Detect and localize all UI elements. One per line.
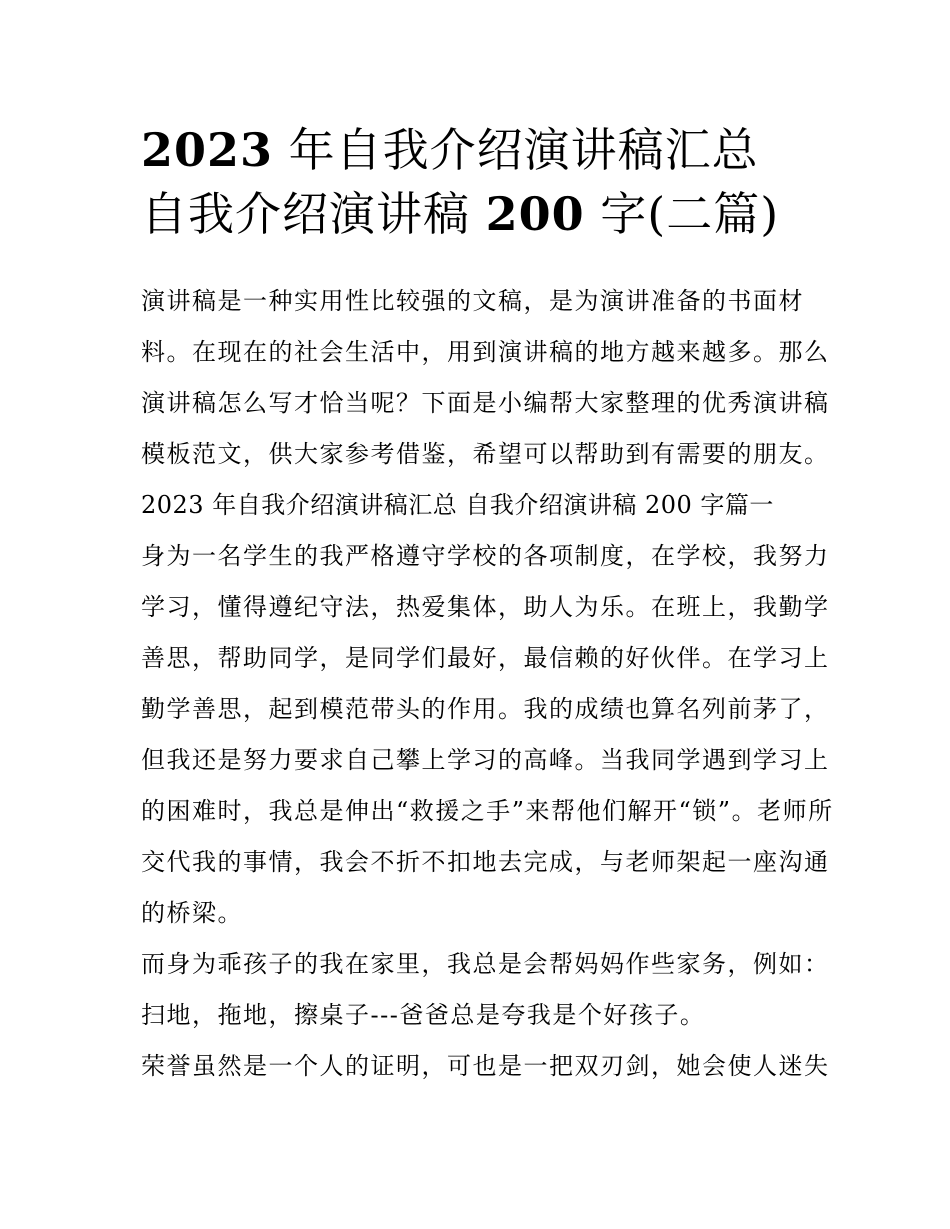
body-line: 模板范文，供大家参考借鉴，希望可以帮助到有需要的朋友。 xyxy=(141,440,830,468)
body-line: 荣誉虽然是一个人的证明，可也是一把双刃剑，她会使人迷失 xyxy=(141,1052,830,1080)
body-line: 料。在现在的社会生活中，用到演讲稿的地方越来越多。那么 xyxy=(141,338,830,366)
body-line: 而身为乖孩子的我在家里，我总是会帮妈妈作些家务，例如： xyxy=(141,950,830,978)
subtitle-text-1: 自我介绍演讲稿 xyxy=(141,187,486,241)
body-line: 身为一名学生的我严格遵守学校的各项制度，在学校，我努力 xyxy=(141,542,830,570)
body-line: 学习，懂得遵纪守法，热爱集体，助人为乐。在班上，我勤学 xyxy=(141,593,830,621)
document-body xyxy=(141,276,834,1092)
title-line-1 xyxy=(141,118,841,182)
title-line-2 xyxy=(141,182,841,246)
body-line: 善思，帮助同学，是同学们最好，最信赖的好伙伴。在学习上 xyxy=(141,644,830,672)
title-text: 年自我介绍演讲稿汇总 xyxy=(273,123,759,177)
body-line: 但我还是努力要求自己攀上学习的高峰。当我同学遇到学习上 xyxy=(141,746,830,774)
body-line: 的桥梁。 xyxy=(141,899,243,927)
subtitle-text-2: 字(二篇) xyxy=(584,187,780,241)
body-line: 演讲稿怎么写才恰当呢？下面是小编帮大家整理的优秀演讲稿 xyxy=(141,389,830,417)
title-year: 2023 xyxy=(141,123,274,177)
body-line: 扫地，拖地，擦桌子---爸爸总是夸我是个好孩子。 xyxy=(141,1001,706,1029)
body-line: 的困难时，我总是伸出“救援之手”来帮他们解开“锁”。老师所 xyxy=(141,797,834,825)
section-heading: 2023 年自我介绍演讲稿汇总 自我介绍演讲稿 200 字篇一 xyxy=(141,491,774,519)
document-title xyxy=(141,118,841,246)
body-line: 交代我的事情，我会不折不扣地去完成，与老师架起一座沟通 xyxy=(141,848,830,876)
body-line: 勤学善思，起到模范带头的作用。我的成绩也算名列前茅了， xyxy=(141,695,830,723)
subtitle-number: 200 xyxy=(485,187,585,241)
body-line: 演讲稿是一种实用性比较强的文稿，是为演讲准备的书面材 xyxy=(141,287,804,315)
